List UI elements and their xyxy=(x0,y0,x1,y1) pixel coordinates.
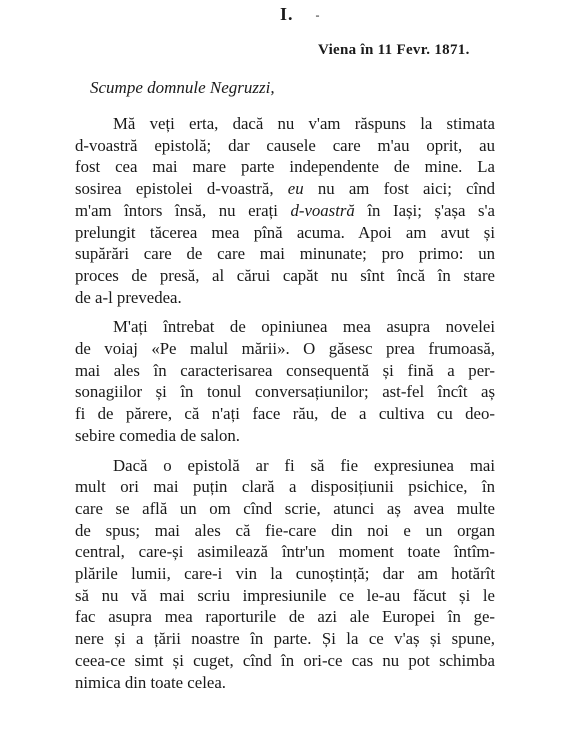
text-line: nimica din toate celea. xyxy=(75,672,226,692)
text-line: plările lumii, care-i vin la cunoștință; dar am hotărît xyxy=(75,564,495,584)
text-line: d-voastră epistolă; dar causele care m'au oprit, au xyxy=(75,135,495,155)
text-line: fi de părere, că n'ați face rău, de a cultiva cu deo- xyxy=(75,404,495,424)
text-line: mai ales în caracterisarea consequentă și fină a per- xyxy=(75,360,495,380)
text-line: central, care-și asimilează într'un moment toate întîm- xyxy=(75,542,495,562)
text-line: proces de presă, al cărui capăt nu sînt încă în stare xyxy=(75,265,495,285)
letter-number-heading xyxy=(280,4,321,25)
text-line: m'am întors însă, nu erați d-voastră în Iași; ș'așa s'a xyxy=(75,200,495,220)
text-line: fost cea mai mare parte independente de mine. La xyxy=(75,157,495,177)
paragraph-2 xyxy=(75,316,495,446)
text-line: Mă veți erta, dacă nu v'am răspuns la stimata xyxy=(113,114,495,133)
text-line: care se află un om cînd scrie, atunci aș avea multe xyxy=(75,498,495,518)
text-line: ceea-ce simt și cuget, cînd în ori-ce cas nu pot schimba xyxy=(75,650,495,670)
text-line: mult ori mai puțin clară a disposițiunii psichice, în xyxy=(75,477,495,497)
text-line: fac asupra mea raporturile de azi ale Europei în ge- xyxy=(75,607,495,627)
text-line: supărări care de care mai minunate; pro primo: un xyxy=(75,244,495,264)
text-line: Dacă o epistolă ar fi să fie expresiunea mai xyxy=(113,455,495,475)
text-line: prelungit tăcerea mea pînă acuma. Apoi am avut și xyxy=(75,222,495,242)
salutation: Scumpe domnule Negruzzi, xyxy=(90,78,275,97)
text-line: sebire comedia de salon. xyxy=(75,425,240,445)
paragraph-1 xyxy=(75,113,495,308)
paragraph-3 xyxy=(75,455,495,694)
dateline: Viena în 11 Fevr. 1871. xyxy=(318,42,470,58)
text-line: de a-l prevedea. xyxy=(75,287,182,307)
text-line: nere și a țării noastre în parte. Și la ce v'aș și spune, xyxy=(75,629,495,649)
text-line: de spus; mai ales că fie-care din noi e un organ xyxy=(75,520,495,540)
text-line: de voiaj «Pe malul mării». O găsesc prea frumoasă, xyxy=(75,339,495,359)
heading-text: I. xyxy=(280,4,294,24)
text-line: sosirea epistolei d-voastră, eu nu am fost aici; cînd xyxy=(75,179,495,199)
heading-mark: - xyxy=(315,8,321,23)
text-line: sonagiilor și în tonul conversațiunilor; ast-fel încît aș xyxy=(75,382,495,402)
text-line: M'ați întrebat de opiniunea mea asupra novelei xyxy=(113,317,495,337)
text-line: să nu vă mai scriu impresiunile ce le-au făcut și le xyxy=(75,585,495,605)
letter-body xyxy=(75,113,495,693)
